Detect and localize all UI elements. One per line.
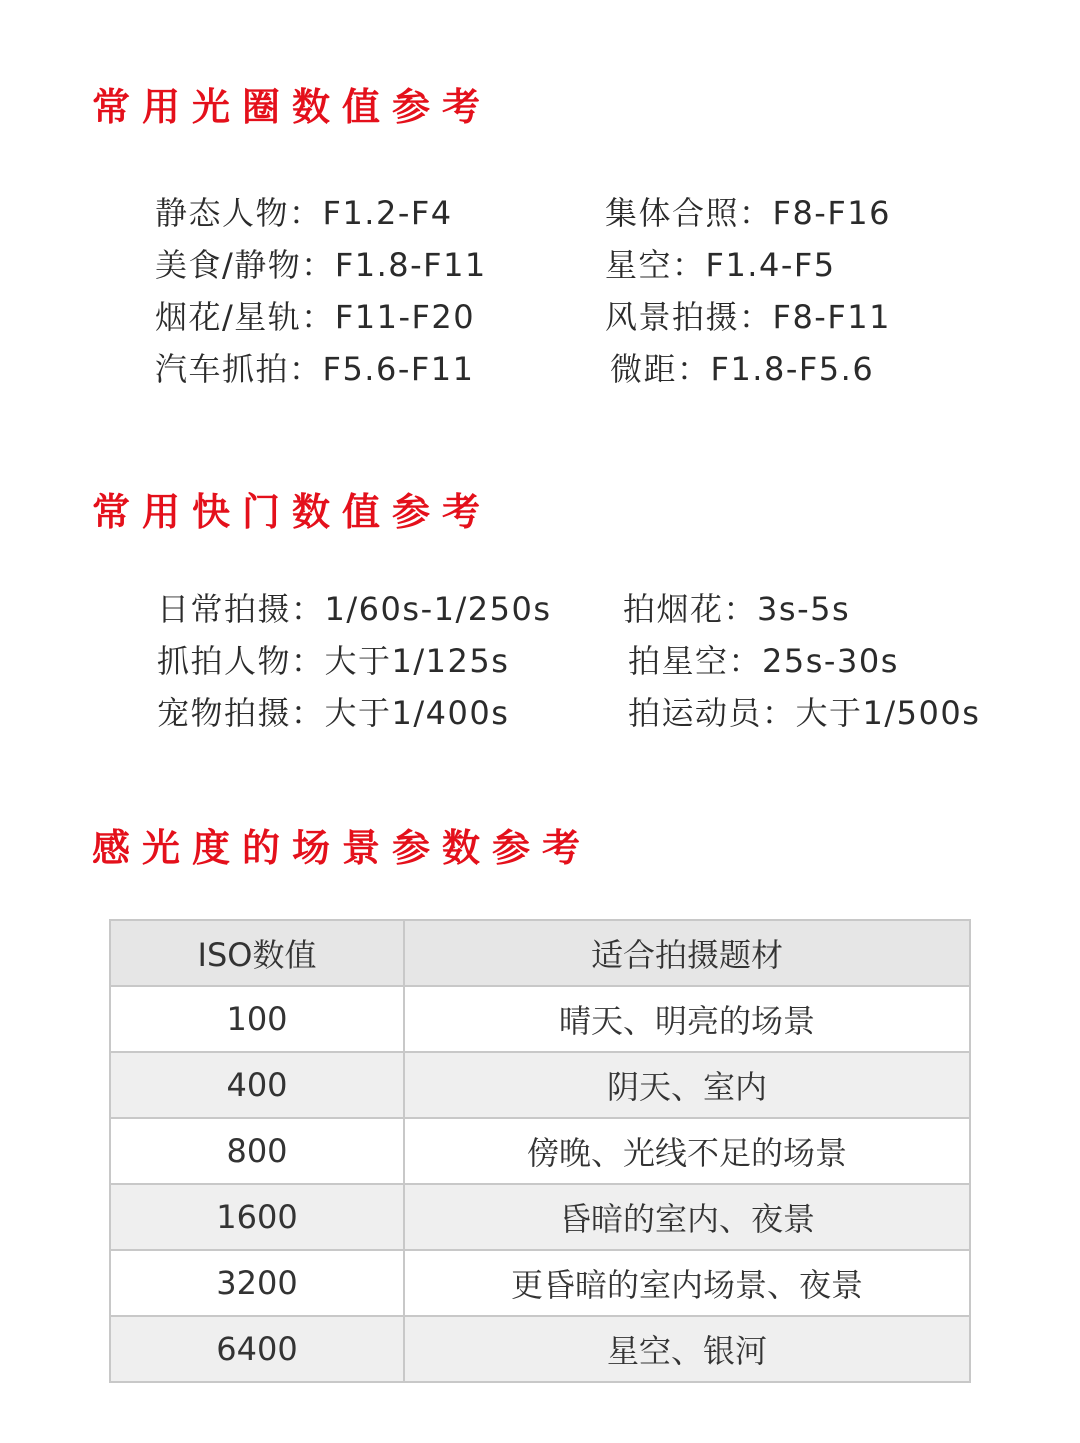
shutter-item: 拍运动员：大于1/500s [628, 694, 981, 732]
subject-cell: 晴天、明亮的场景 [404, 986, 970, 1052]
iso-cell: 800 [110, 1118, 404, 1184]
iso-title: 感光度的场景参数参考 [92, 826, 593, 870]
iso-cell: 100 [110, 986, 404, 1052]
table-row [110, 1250, 970, 1316]
subject-cell: 阴天、室内 [404, 1052, 970, 1118]
table-row [110, 1118, 970, 1184]
subject-cell: 傍晚、光线不足的场景 [404, 1118, 970, 1184]
aperture-title: 常用光圈数值参考 [92, 85, 493, 129]
shutter-title: 常用快门数值参考 [92, 490, 493, 534]
iso-cell: 6400 [110, 1316, 404, 1382]
aperture-item: 美食/静物：F1.8-F11 [155, 246, 487, 284]
subject-cell: 昏暗的室内、夜景 [404, 1184, 970, 1250]
table-row [110, 1052, 970, 1118]
aperture-item: 微距：F1.8-F5.6 [610, 350, 875, 388]
aperture-item: 星空：F1.4-F5 [605, 246, 836, 284]
subject-cell: 星空、银河 [404, 1316, 970, 1382]
shutter-item: 日常拍摄：1/60s-1/250s [157, 590, 552, 628]
aperture-item: 汽车抓拍：F5.6-F11 [155, 350, 475, 388]
aperture-item: 风景拍摄：F8-F11 [605, 298, 891, 336]
shutter-item: 抓拍人物：大于1/125s [157, 642, 510, 680]
table-row [110, 1184, 970, 1250]
subject-cell: 更昏暗的室内场景、夜景 [404, 1250, 970, 1316]
shutter-item: 拍星空：25s-30s [628, 642, 899, 680]
table-row [110, 986, 970, 1052]
column-header-subject: 适合拍摄题材 [404, 920, 970, 986]
iso-cell: 1600 [110, 1184, 404, 1250]
iso-cell: 3200 [110, 1250, 404, 1316]
shutter-item: 拍烟花：3s-5s [623, 590, 851, 628]
table-header-row [110, 920, 970, 986]
aperture-item: 集体合照：F8-F16 [605, 194, 891, 232]
iso-table [109, 919, 971, 1383]
iso-cell: 400 [110, 1052, 404, 1118]
aperture-item: 烟花/星轨：F11-F20 [155, 298, 476, 336]
shutter-item: 宠物拍摄：大于1/400s [157, 694, 510, 732]
column-header-iso: ISO数值 [110, 920, 404, 986]
aperture-item: 静态人物：F1.2-F4 [155, 194, 453, 232]
table-row [110, 1316, 970, 1382]
